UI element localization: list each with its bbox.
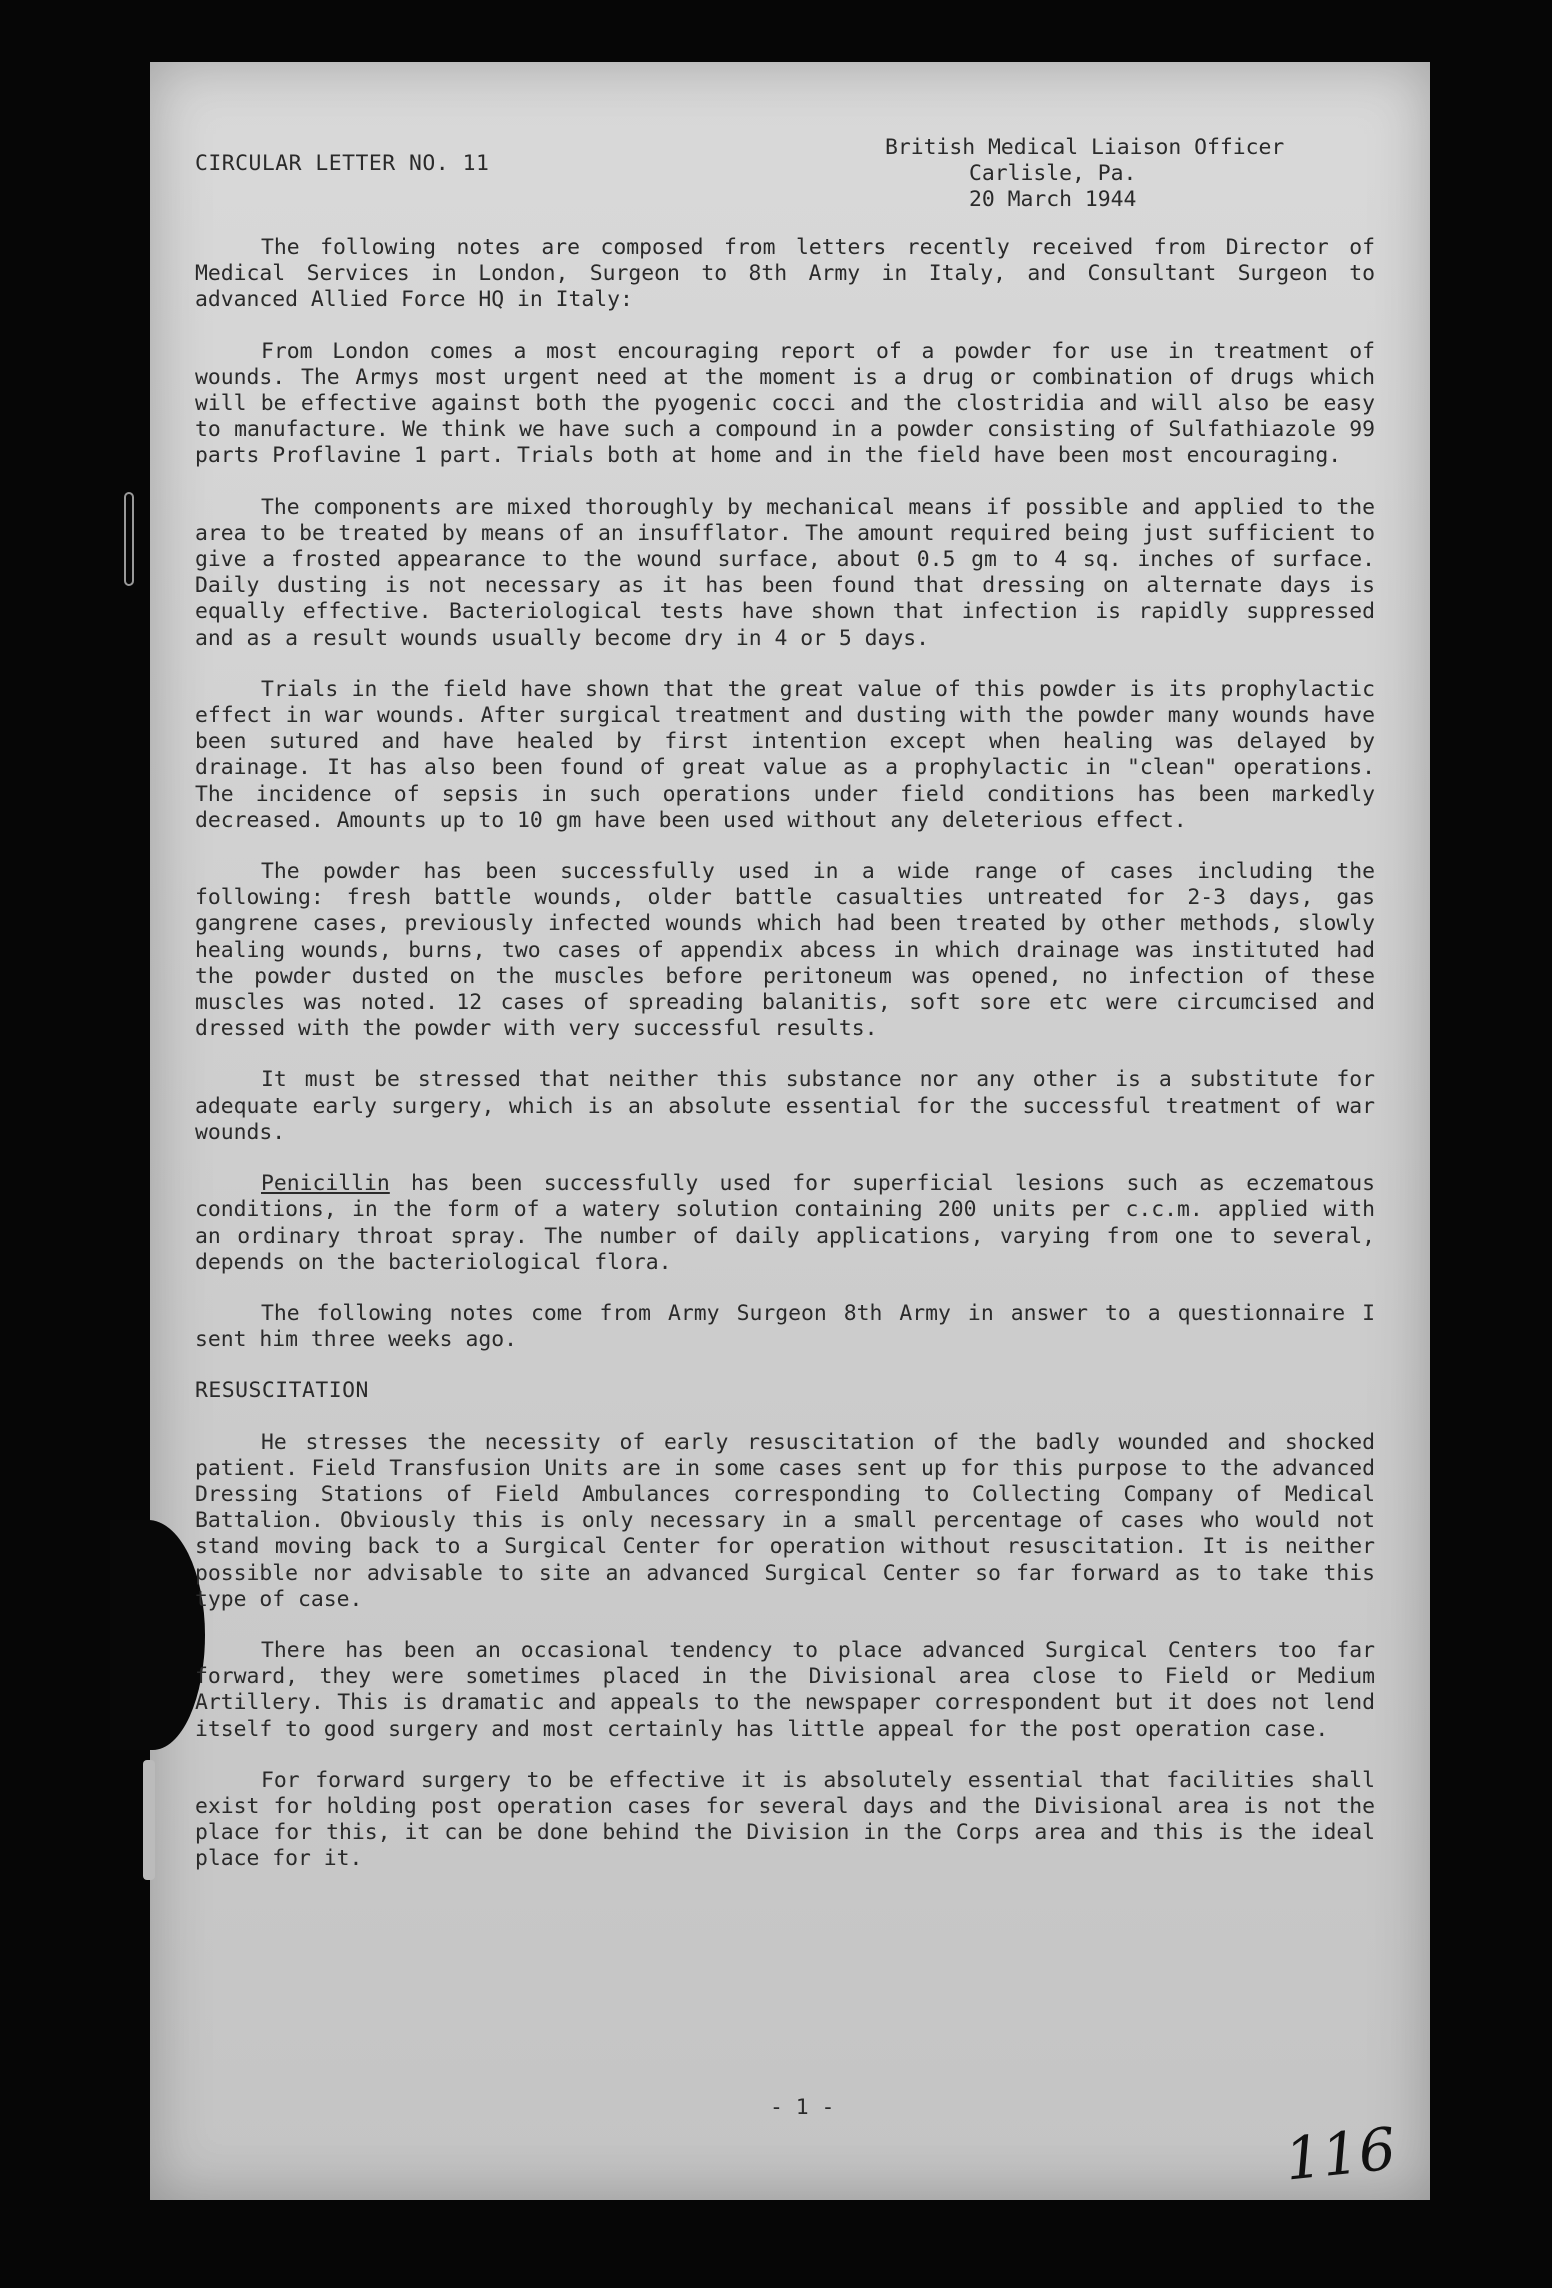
paragraph-cases: The powder has been successfully used in a wide range of cases including the following: fresh battle wounds, older battle casualties untreated for 2-3 days, gas gangrene cases, previously infected wounds which had been treated by other methods, slowly healing wounds, burns, two cases of appendix abcess in which drainage was instituted had the powder dusted on the muscles before peritoneum was opened, no infection of these muscles was noted. 12 cases of spreading balanitis, soft sore etc were circumcised and dressed with the powder with very successful results. (195, 859, 1375, 1042)
paragraph-forward-surgery: For forward surgery to be effective it is absolutely essential that facilities shall exist for holding post operation cases for several days and the Divisional area is not the place for this, it can be done behind the Division in the Corps area and this is the ideal place for it. (195, 1767, 1375, 1872)
letter-body (195, 235, 1375, 1898)
handwritten-folio-number: 116 (1281, 2114, 1399, 2194)
page-number: - 1 - (770, 2095, 835, 2120)
paragraph-penicillin (195, 1171, 1375, 1276)
section-heading-resuscitation: RESUSCITATION (195, 1378, 369, 1404)
sender-title: British Medical Liaison Officer (885, 135, 1285, 160)
paragraph-powder: From London comes a most encouraging report of a powder for use in treatment of wounds. The Armys most urgent need at the moment is a drug or combination of drugs which will be effective against both the pyogenic cocci and the clostridia and will also be easy to manufacture. We think we have such a compound in a powder consisting of Sulfathiazole 99 parts Proflavine 1 part. Trials both at home and in the field have been most encouraging. (195, 338, 1375, 469)
paragraph-trials: Trials in the field have shown that the great value of this powder is its prophylactic effect in war wounds. After surgical treatment and dusting with the powder many wounds have been sutured and have healed by first intention except when healing was delayed by drainage. It has also been found of great value as a prophylactic in "clean" operations. The incidence of sepsis in such operations under field conditions has been markedly decreased. Amounts up to 10 gm have been used without any deleterious effect. (195, 676, 1375, 833)
sender-block (885, 135, 1325, 214)
penicillin-text: has been successfully used for superficial lesions such as eczematous conditions, in the form of a watery solution containing 200 units per c.c.m. applied with an ordinary throat spray. The number of daily applications, varying from one to several, depends on the bacteriological flora. (195, 1171, 1375, 1275)
sender-location: Carlisle, Pa. (969, 161, 1137, 187)
paperclip-mark (124, 492, 134, 586)
intro-paragraph: The following notes are composed from letters recently received from Director of Medical Services in London, Surgeon to 8th Army in Italy, and Consultant Surgeon to advanced Allied Force HQ in Italy: (195, 235, 1375, 313)
staple-mark (143, 1760, 155, 1880)
paragraph-resuscitation: He stresses the necessity of early resuscitation of the badly wounded and shocked patient. Field Transfusion Units are in some cases sent up for this purpose to the advanced Dressing Stations of Field Ambulances corresponding to Collecting Company of Medical Battalion. Obviously this is only necessary in a small percentage of cases who would not stand moving back to a Surgical Center for operation without resuscitation. It is neither possible nor advisable to site an advanced Surgical Center so far forward as to take this type of case. (195, 1429, 1375, 1612)
letter-number: CIRCULAR LETTER NO. 11 (195, 151, 490, 176)
paragraph-surgical-centers: There has been an occasional tendency to place advanced Surgical Centers too far forward, they were sometimes placed in the Divisional area close to Field or Medium Artillery. This is dramatic and appeals to the newspaper correspondent but it does not lend itself to good surgery and most certainly has little appeal for the post operation case. (195, 1637, 1375, 1742)
paragraph-questionnaire: The following notes come from Army Surgeon 8th Army in answer to a questionnaire I sent him three weeks ago. (195, 1300, 1375, 1353)
penicillin-term: Penicillin (261, 1171, 390, 1197)
paragraph-surgery: It must be stressed that neither this substance nor any other is a substitute for adequate early surgery, which is an absolute essential for the successful treatment of war wounds. (195, 1067, 1375, 1145)
letter-date: 20 March 1944 (969, 187, 1137, 213)
paragraph-components: The components are mixed thoroughly by mechanical means if possible and applied to the area to be treated by means of an insufflator. The amount required being just sufficient to give a frosted appearance to the wound surface, about 0.5 gm to 4 sq. inches of surface. Daily dusting is not necessary as it has been found that dressing on alternate days is equally effective. Bacteriological tests have shown that infection is rapidly suppressed and as a result wounds usually become dry in 4 or 5 days. (195, 494, 1375, 651)
